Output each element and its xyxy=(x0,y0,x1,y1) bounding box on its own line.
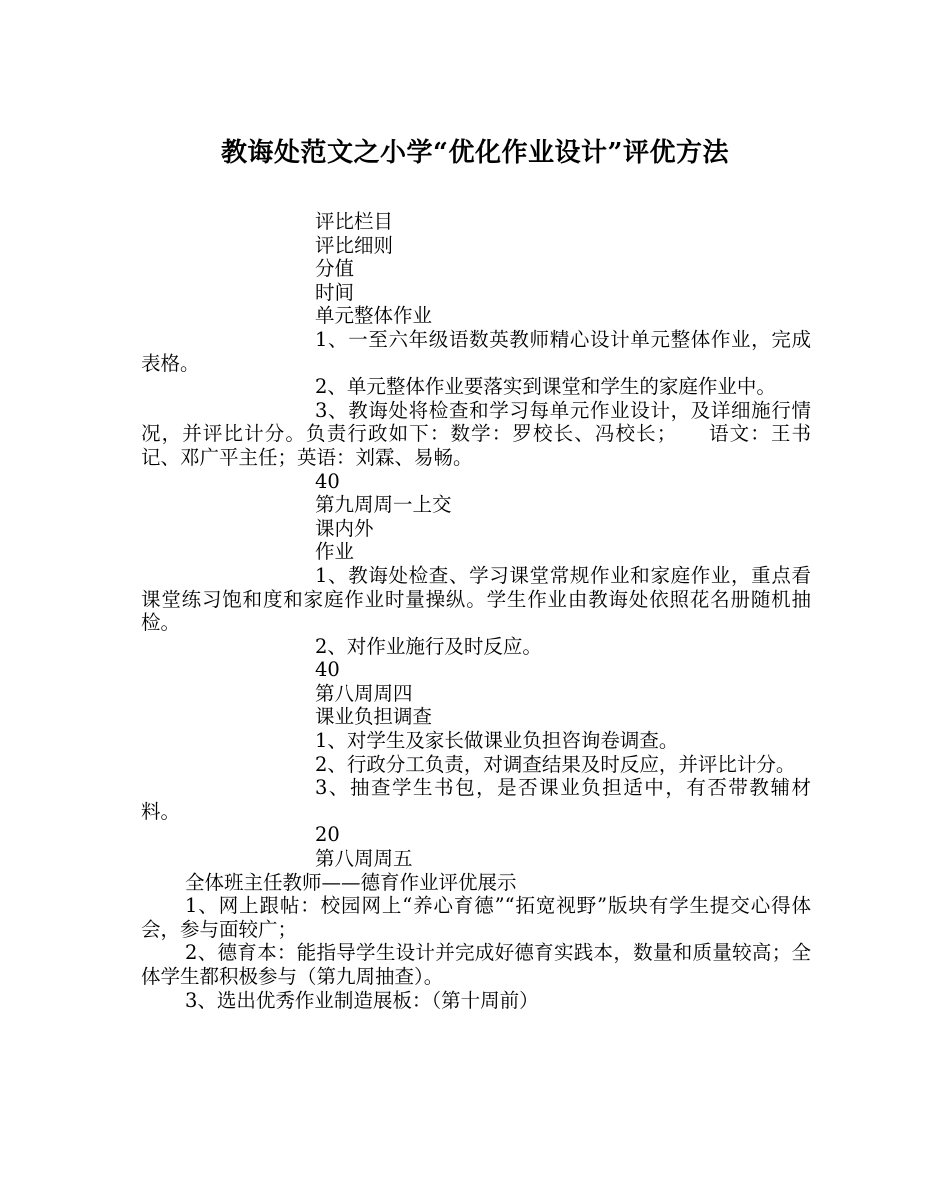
paragraph-burden-time: 第八周周五 xyxy=(315,847,413,871)
paragraph-unit-time: 第九周周一上交 xyxy=(315,493,452,517)
paragraph-column-heading-time: 时间 xyxy=(315,280,355,304)
paragraph-column-heading-score: 分值 xyxy=(315,257,355,281)
paragraph-burden-rule-1: 1、对学生及家长做课业负担咨询卷调查。 xyxy=(315,729,679,753)
paragraph-unit-rule-1: 1、一至六年级语数英教师精心设计单元整体作业，完成表格。 xyxy=(141,327,811,375)
paragraph-category-inout-class: 课内外 xyxy=(315,516,374,540)
paragraph-column-heading-category: 评比栏目 xyxy=(315,210,394,233)
paragraph-inout-time: 第八周周四 xyxy=(315,681,413,705)
paragraph-moral-heading: 全体班主任教师——德育作业评优展示 xyxy=(185,870,517,894)
paragraph-inout-rule-1: 1、教诲处检查、学习课堂常规作业和家庭作业，重点看课堂练习饱和度和家庭作业时量操纵。学生作业由教诲处依照花名册随机抽检。 xyxy=(141,563,811,635)
document-title: 教诲处范文之小学“优化作业设计”评优方法 xyxy=(221,138,729,168)
paragraph-burden-score: 20 xyxy=(315,823,340,847)
paragraph-category-unit-homework: 单元整体作业 xyxy=(315,304,433,328)
paragraph-burden-rule-3: 3、抽查学生书包，是否课业负担适中，有否带教辅材料。 xyxy=(141,776,811,823)
paragraph-inout-rule-2: 2、对作业施行及时反应。 xyxy=(315,634,542,658)
paragraph-unit-rule-2: 2、单元整体作业要落实到课堂和学生的家庭作业中。 xyxy=(315,375,776,399)
paragraph-unit-rule-3: 3、教诲处将检查和学习每单元作业设计，及详细施行情况，并评比计分。负责行政如下：数学：罗校长、冯校长； 语文：王书记、邓广平主任；英语：刘霖、易畅。 xyxy=(141,398,811,469)
paragraph-moral-rule-1: 1、网上跟帖：校园网上“养心育德”“拓宽视野”版块有学生提交心得体会，参与面较广； xyxy=(141,894,811,941)
paragraph-moral-rule-3: 3、选出优秀作业制造展板：（第十周前） xyxy=(185,988,539,1012)
paragraph-column-heading-rules: 评比细则 xyxy=(315,233,394,257)
document-body xyxy=(141,210,811,1012)
paragraph-category-homework: 作业 xyxy=(315,540,355,564)
paragraph-moral-rule-2: 2、德育本：能指导学生设计并完成好德育实践本，数量和质量较高；全体学生都积极参与（第九周抽查）。 xyxy=(141,941,811,988)
paragraph-inout-score: 40 xyxy=(315,658,340,682)
paragraph-burden-rule-2: 2、行政分工负责，对调查结果及时反应，并评比计分。 xyxy=(315,752,796,776)
paragraph-category-burden-survey: 课业负担调查 xyxy=(315,705,433,729)
paragraph-unit-score: 40 xyxy=(315,469,340,493)
